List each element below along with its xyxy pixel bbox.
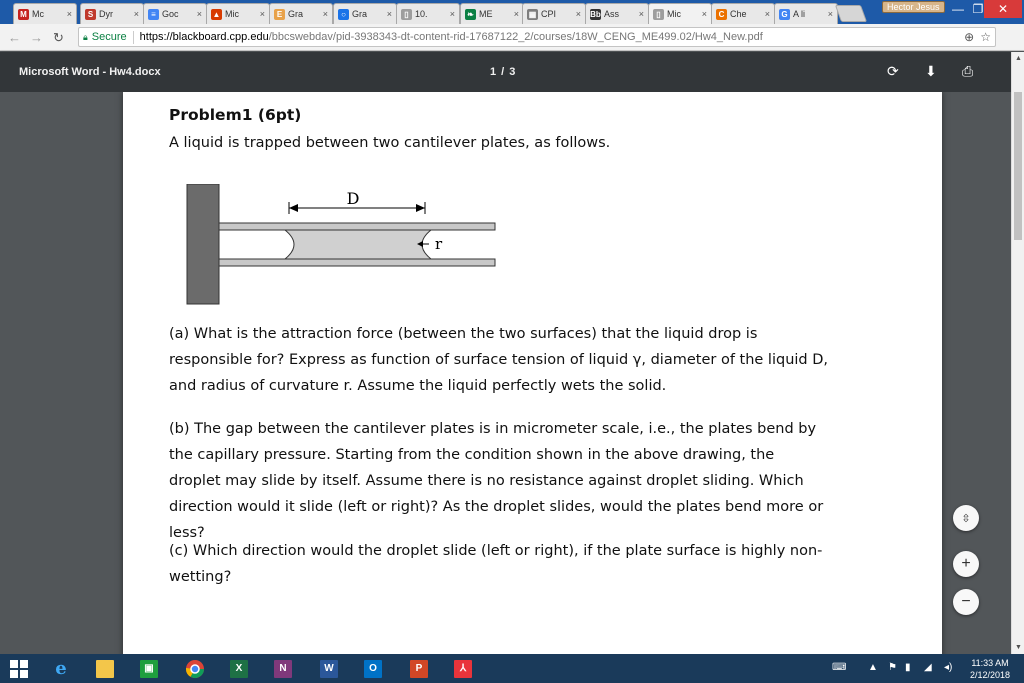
close-tab-icon[interactable]: × <box>575 9 581 19</box>
browser-tab[interactable] <box>333 3 397 24</box>
close-tab-icon[interactable]: × <box>449 9 455 19</box>
zoom-icon[interactable]: ⊕ <box>964 30 975 44</box>
pdf-page <box>123 92 942 654</box>
pdf-toolbar <box>0 52 1024 92</box>
windows-taskbar <box>0 654 1024 683</box>
tab-label: CPI <box>541 9 557 19</box>
close-tab-icon[interactable]: × <box>322 9 328 19</box>
scroll-down-icon[interactable]: ▼ <box>1015 644 1022 651</box>
browser-tab[interactable] <box>396 3 460 24</box>
liquid-drop <box>285 230 431 259</box>
rotate-icon[interactable]: ⟳ <box>887 63 899 79</box>
volume-icon[interactable]: ◂) <box>944 662 953 673</box>
figure-label-d: D <box>346 189 360 208</box>
google-icon: G <box>779 9 790 20</box>
office-icon: ▲ <box>212 9 221 19</box>
taskbar-clock[interactable] <box>960 657 1020 681</box>
feather-icon: ❧ <box>465 9 476 20</box>
tab-strip <box>0 0 1024 24</box>
onenote-icon[interactable]: N <box>270 656 296 681</box>
tab-label: Gra <box>352 9 368 19</box>
secure-label: Secure <box>91 31 127 43</box>
tab-label: 10. <box>415 9 428 19</box>
powerpoint-icon[interactable]: P <box>406 656 432 681</box>
gmail-icon: M <box>18 9 29 20</box>
browser-tab[interactable] <box>13 3 77 24</box>
network-icon[interactable]: ◢ <box>924 662 932 673</box>
scroll-up-icon[interactable]: ▲ <box>1015 55 1022 62</box>
arrowhead <box>289 204 298 212</box>
tab-label: Goc <box>162 9 179 19</box>
close-tab-icon[interactable]: × <box>133 9 139 19</box>
battery-icon[interactable]: ▮ <box>905 662 911 673</box>
close-tab-icon[interactable]: × <box>827 9 833 19</box>
pdf-title: Microsoft Word - Hw4.docx <box>19 66 161 78</box>
tab-label: Mic <box>225 9 239 19</box>
windows-icon <box>10 660 28 678</box>
url-path: /bbcswebdav/pid-3938343-dt-content-rid-17687122_2/courses/18W_CENG_ME499.02/Hw4_New.pdf <box>268 31 763 43</box>
close-tab-icon[interactable]: × <box>764 9 770 19</box>
browser-toolbar <box>0 24 1024 51</box>
arrowhead <box>416 204 425 212</box>
download-icon[interactable]: ⬇ <box>925 63 937 79</box>
browser-tab[interactable] <box>648 3 712 24</box>
figure-label-r: r <box>435 235 443 253</box>
close-tab-icon[interactable]: × <box>638 9 644 19</box>
keyboard-icon[interactable]: ⌨ <box>832 662 847 673</box>
circle-icon: ○ <box>338 9 349 20</box>
close-tab-icon[interactable]: × <box>386 9 392 19</box>
intro-text: A liquid is trapped between two cantilever plates, as follows. <box>169 135 611 151</box>
tab-label: Mc <box>32 9 44 19</box>
bb-icon: Bb <box>590 9 601 19</box>
fit-page-button[interactable]: ⇳ <box>953 505 979 531</box>
question-b: (b) The gap between the cantilever plates is in micrometer scale, i.e., the plates bend by the capillary pressure. Starting from the condition shown in the above drawing, the droplet may slide by itself. Assume there is no resistance against droplet sliding. Which direction would it slide (left or right)? As the droplet slides, would the plates bend more or less? <box>169 421 824 541</box>
page-icon: ▯ <box>401 9 412 20</box>
e-icon: E <box>274 9 285 20</box>
minimize-button[interactable]: — <box>952 2 964 16</box>
pdf-viewer[interactable] <box>0 92 1011 654</box>
close-tab-icon[interactable]: × <box>701 9 707 19</box>
browser-tab[interactable] <box>80 3 144 24</box>
zoom-out-button[interactable]: − <box>953 589 979 615</box>
tab-label: Ass <box>604 9 620 19</box>
tab-label: ME <box>479 9 493 19</box>
tab-label: Dyr <box>99 9 113 19</box>
chart-icon: ▦ <box>528 9 537 19</box>
page-indicator: 1 / 3 <box>490 66 517 78</box>
question-a: (a) What is the attraction force (between the two surfaces) that the liquid drop is responsible for? Express as function of surface tension of liquid γ, diameter of the liquid D, and radius of curvature r. Assume the liquid perfectly wets the solid. <box>169 326 828 394</box>
scroll-thumb[interactable] <box>1014 92 1022 240</box>
close-tab-icon[interactable]: × <box>196 9 202 19</box>
page-icon: ▯ <box>653 9 664 20</box>
browser-tab[interactable] <box>460 3 524 24</box>
question-c: (c) Which direction would the droplet slide (left or right), if the plate surface is highly non-wetting? <box>169 543 823 585</box>
start-button[interactable] <box>6 656 32 681</box>
cantilever-figure <box>185 184 505 309</box>
browser-tab[interactable] <box>585 3 649 24</box>
tab-label: Che <box>730 9 747 19</box>
lock-icon: 🔒︎ <box>83 31 88 42</box>
problem-title: Problem1 (6pt) <box>169 106 302 124</box>
tab-label: Mic <box>667 9 681 19</box>
close-tab-icon[interactable]: × <box>259 9 265 19</box>
show-hidden-icons-icon[interactable]: ▲ <box>868 662 878 673</box>
flag-icon[interactable]: ⚑ <box>888 662 897 673</box>
address-bar[interactable] <box>78 27 996 47</box>
bookmark-star-icon[interactable]: ☆ <box>980 30 991 44</box>
back-icon[interactable]: ← <box>8 30 21 45</box>
close-tab-icon[interactable]: × <box>66 9 72 19</box>
close-tab-icon[interactable]: × <box>513 9 519 19</box>
bottom-plate <box>219 259 495 266</box>
clock-time: 11:33 AM <box>971 658 1009 668</box>
wall-block <box>187 184 219 304</box>
vertical-scrollbar[interactable] <box>1011 52 1024 654</box>
browser-tab[interactable] <box>522 3 586 24</box>
outlook-icon[interactable]: O <box>360 656 386 681</box>
excel-icon[interactable]: X <box>226 656 252 681</box>
s-icon: S <box>85 9 96 20</box>
profile-button[interactable]: Hector Jesus <box>882 1 945 13</box>
file-explorer-icon[interactable] <box>92 656 118 681</box>
zoom-in-button[interactable]: + <box>953 551 979 577</box>
ie-icon[interactable]: e <box>55 658 67 679</box>
divider <box>133 31 134 44</box>
new-tab-button[interactable] <box>835 5 867 22</box>
browser-tab[interactable] <box>711 3 775 24</box>
store-icon[interactable]: ▣ <box>136 656 162 681</box>
google-docs-icon: ≡ <box>148 9 159 20</box>
restore-button[interactable]: ❐ <box>972 2 984 16</box>
browser-tab[interactable] <box>143 3 207 24</box>
word-icon[interactable]: W <box>316 656 342 681</box>
browser-tab[interactable] <box>206 3 270 24</box>
browser-tab[interactable] <box>774 3 838 24</box>
tab-label: A li <box>793 9 806 19</box>
chegg-icon: C <box>716 9 727 20</box>
chrome-icon[interactable] <box>182 656 208 681</box>
reload-icon[interactable]: ↻ <box>53 30 64 45</box>
top-plate <box>219 223 495 230</box>
clock-date: 2/12/2018 <box>969 670 1011 680</box>
url-host: https://blackboard.cpp.edu <box>139 31 269 43</box>
print-icon[interactable]: ⎙ <box>962 63 974 79</box>
tab-label: Gra <box>288 9 304 19</box>
forward-icon[interactable]: → <box>30 30 43 45</box>
close-window-button[interactable]: ✕ <box>984 0 1022 18</box>
browser-tab[interactable] <box>269 3 333 24</box>
acrobat-icon[interactable]: ⅄ <box>450 656 476 681</box>
